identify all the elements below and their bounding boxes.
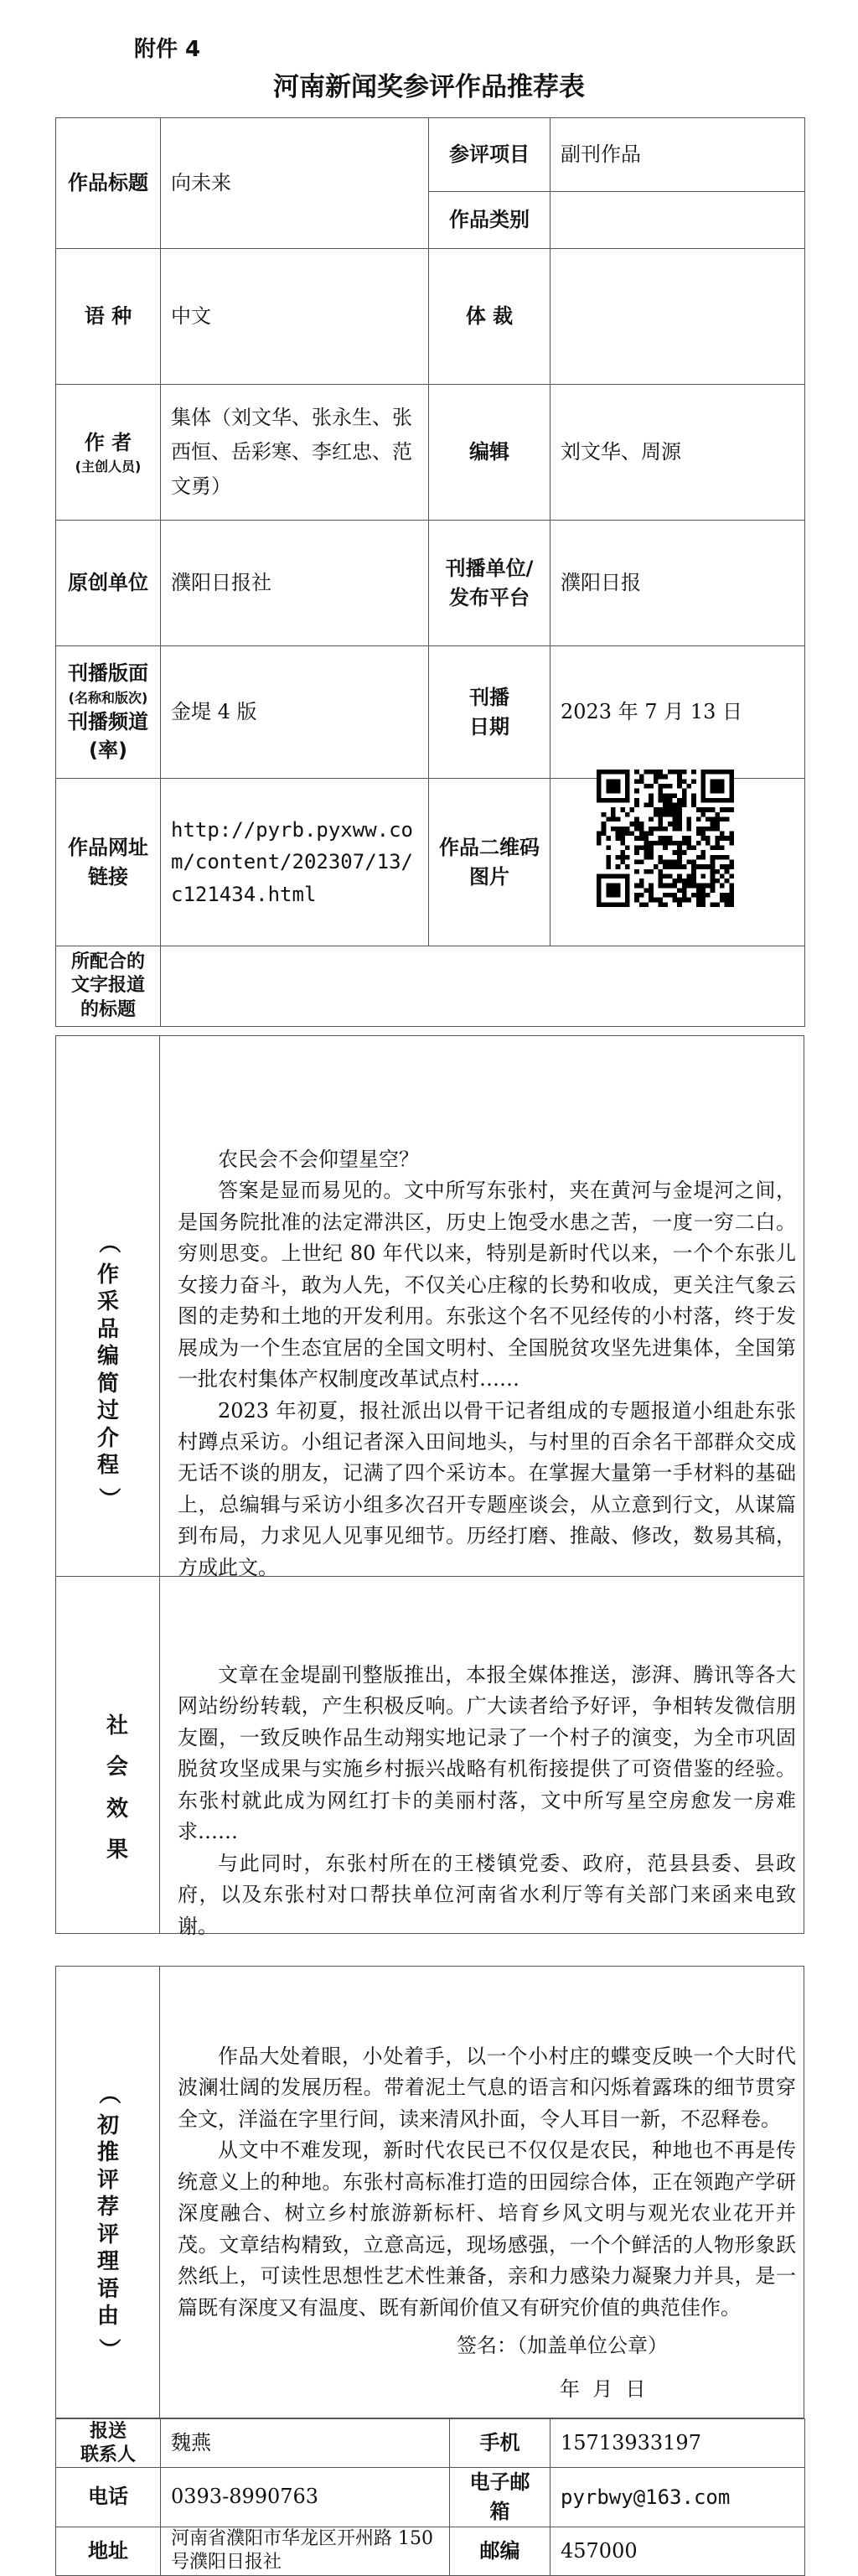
review-label-char: 推 xyxy=(96,2140,119,2165)
genre-label: 体 裁 xyxy=(429,249,550,385)
qr-code-image xyxy=(597,770,734,907)
signature-line: 签名：（加盖单位公章） xyxy=(457,2334,668,2357)
process-label xyxy=(87,1224,129,1516)
address-label: 地址 xyxy=(56,2527,161,2575)
review-label-char: 语 xyxy=(96,2276,119,2302)
date-label-line1: 刊播 xyxy=(469,685,509,709)
review-divider xyxy=(159,1966,160,2418)
publisher-label-line1: 刊播单位/ xyxy=(445,556,534,580)
process-label-char: 编 xyxy=(96,1344,119,1369)
zip-value: 457000 xyxy=(550,2527,805,2575)
review-paragraph: 从文中不难发现，新时代农民已不仅仅是农民，种地也不再是传统意义上的种地。东张村高标准打造的田园综合体，正在领跑产学研深度融合、树立乡村旅游新标杆、培育乡风文明与观光农业花开并茂。文章结构精致，立意高远，现场感强，一个个鲜活的人物形象跃然纸上，可读性思想性艺术性兼备，亲和力感染力凝聚力并具，是一篇既有深度又有温度、既有新闻价值又有研究价值的典范佳作。 xyxy=(178,2138,796,2319)
url-label-line1: 作品网址 xyxy=(68,835,148,859)
url-link[interactable]: http://pyrb.pyxww.com/content/202307/13/c121434.html xyxy=(161,779,429,946)
origin-value: 濮阳日报社 xyxy=(161,521,429,646)
date-label xyxy=(429,646,550,779)
related-label: 所配合的文字报道的标题 xyxy=(56,946,161,1027)
effect-label-char: 果 xyxy=(106,1837,128,1863)
review-label-char: ） xyxy=(96,2337,121,2360)
review-paragraph: 作品大处着眼，小处着手，以一个小村庄的蝶变反映一个大时代波澜壮阔的发展历程。带着泥土气息的语言和闪烁着露珠的细节贯穿全文，洋溢在字里行间，读来清风扑面，令人耳目一新，不忍释卷。 xyxy=(178,2045,796,2131)
effect-paragraph: 与此同时，东张村所在的王楼镇党委、政府，范县县委、县政府，以及东张村对口帮扶单位河南省水利厅等有关部门来函来电致谢。 xyxy=(178,1851,796,1938)
page-title: 河南新闻奖参评作品推荐表 xyxy=(273,72,585,102)
review-text xyxy=(178,2041,796,2324)
project-value: 副刊作品 xyxy=(550,118,805,192)
work-title-value: 向未来 xyxy=(161,118,429,249)
sender-label xyxy=(56,2419,161,2468)
language-label: 语 种 xyxy=(56,249,161,385)
signature-date: 年 月 日 xyxy=(560,2377,646,2401)
qr-label xyxy=(429,779,550,946)
mobile-label: 手机 xyxy=(450,2419,550,2468)
review-label xyxy=(87,2075,129,2367)
process-paragraph: 答案是显而易见的。文中所写东张村，夹在黄河与金堤河之间，是国务院批准的法定滞洪区，历史上饱受水患之苦，一度一穷二白。穷则思变。上世纪 80 年代以来，特别是新时代以来，一个个东张儿女接力奋斗，敢为人先，不仅关心庄稼的长势和收成，更关注气象云图的走势和土地的开发利用。东张这个名不见经传的小村落，终于发展成为一个生态宜居的全国文明村、全国脱贫攻坚先进集体，全国第一批农村集体产权制度改革试点村…… xyxy=(178,1179,796,1392)
layout-label-sub: (名称和版次) xyxy=(68,689,148,706)
process-label-char: ） xyxy=(96,1486,121,1509)
process-paragraph: 农民会不会仰望星空？ xyxy=(218,1148,419,1171)
origin-label: 原创单位 xyxy=(56,521,161,646)
author-value: 集体（刘文华、张永生、张西恒、岳彩寒、李红忠、范文勇） xyxy=(161,385,429,521)
sender-value: 魏燕 xyxy=(161,2419,450,2468)
process-label-char: 程 xyxy=(96,1453,119,1478)
effect-paragraph: 文章在金堤副刊整版推出，本报全媒体推送，澎湃、腾讯等各大网站纷纷转载，产生积极反响。广大读者给予好评，争相转发微信朋友圈，一致反映作品生动翔实地记录了一个村子的演变，为全市巩固脱贫攻坚成果与实施乡村振兴战略有机衔接提供了可资借鉴的经验。东张村就此成为网红打卡的美丽村落，文中所写星空房愈发一房难求…… xyxy=(178,1663,796,1844)
review-label-char: 初 xyxy=(96,2112,119,2138)
layout-label-line2: 刊播频道 xyxy=(68,709,148,733)
sender-label-line2: 联系人 xyxy=(80,2444,136,2465)
project-label: 参评项目 xyxy=(429,118,550,192)
email-label: 电子邮箱 xyxy=(450,2468,550,2527)
publisher-value: 濮阳日报 xyxy=(550,521,805,646)
process-label-char: （ xyxy=(96,1231,121,1254)
phone-label: 电话 xyxy=(56,2468,161,2527)
effect-label-char: 效 xyxy=(106,1796,128,1822)
attachment-label: 附件 4 xyxy=(134,37,201,62)
review-label-char: 评 xyxy=(96,2221,119,2247)
related-value xyxy=(161,946,805,1027)
author-label-sub: (主创人员) xyxy=(75,459,142,475)
category-value xyxy=(550,192,805,249)
work-title-label: 作品标题 xyxy=(56,118,161,249)
language-value: 中文 xyxy=(161,249,429,385)
url-label-line2: 链接 xyxy=(88,864,128,889)
process-paragraph: 2023 年初夏，报社派出以骨干记者组成的专题报道小组赴东张村蹲点采访。小组记者深入田间地头，与村里的百余名干部群众交成无话不谈的朋友，记满了四个采访本。在掌握大量第一手材料的基础上，总编辑与采访小组多次召开专题座谈会，从立意到行文，从谋篇到布局，力求见人见事见细节。历经打磨、推敲、修改，数易其稿，方成此文。 xyxy=(178,1398,796,1579)
address-value: 河南省濮阳市华龙区开州路 150 号濮阳日报社 xyxy=(161,2527,450,2575)
qr-label-line2: 图片 xyxy=(469,864,509,889)
editor-value: 刘文华、周源 xyxy=(550,385,805,521)
layout-label-line3: (率) xyxy=(89,739,127,763)
effect-label-char: 社 xyxy=(106,1713,128,1739)
qr-label-line1: 作品二维码 xyxy=(439,835,540,859)
process-label-char: 采 xyxy=(96,1289,119,1314)
zip-label: 邮编 xyxy=(450,2527,550,2575)
layout-label-line1: 刊播版面 xyxy=(68,661,148,685)
phone-value: 0393-8990763 xyxy=(161,2468,450,2527)
author-label xyxy=(56,385,161,521)
email-value: pyrbwy@163.com xyxy=(550,2468,805,2527)
process-label-char: 介 xyxy=(96,1425,119,1451)
author-label-text: 作 者 xyxy=(84,430,132,454)
genre-value xyxy=(550,249,805,385)
effect-label xyxy=(101,1706,134,1872)
editor-label: 编辑 xyxy=(429,385,550,521)
review-label-char: 评 xyxy=(96,2167,119,2193)
publisher-label-line2: 发布平台 xyxy=(449,585,530,609)
effect-text xyxy=(178,1660,796,1942)
mobile-value: 15713933197 xyxy=(550,2419,805,2468)
contact-table xyxy=(55,2418,805,2576)
review-label-char: 由 xyxy=(96,2304,119,2329)
category-label: 作品类别 xyxy=(429,192,550,249)
sender-label-line1: 报送 xyxy=(89,2421,127,2442)
process-label-char: 简 xyxy=(96,1371,119,1397)
process-label-char: 品 xyxy=(96,1316,119,1342)
review-label-char: 荐 xyxy=(96,2195,119,2220)
publisher-label xyxy=(429,521,550,646)
layout-label xyxy=(56,646,161,779)
url-label xyxy=(56,779,161,946)
process-text xyxy=(178,1144,796,1583)
effect-label-char: 会 xyxy=(106,1754,128,1780)
section-divider xyxy=(159,1035,160,1934)
process-label-char: 过 xyxy=(96,1398,119,1423)
review-label-char: （ xyxy=(96,2082,121,2105)
review-label-char: 理 xyxy=(96,2249,119,2274)
layout-value: 金堤 4 版 xyxy=(161,646,429,779)
date-label-line2: 日期 xyxy=(469,714,509,739)
process-label-char: 作 xyxy=(96,1262,119,1288)
date-value: 2023 年 7 月 13 日 xyxy=(550,646,805,779)
